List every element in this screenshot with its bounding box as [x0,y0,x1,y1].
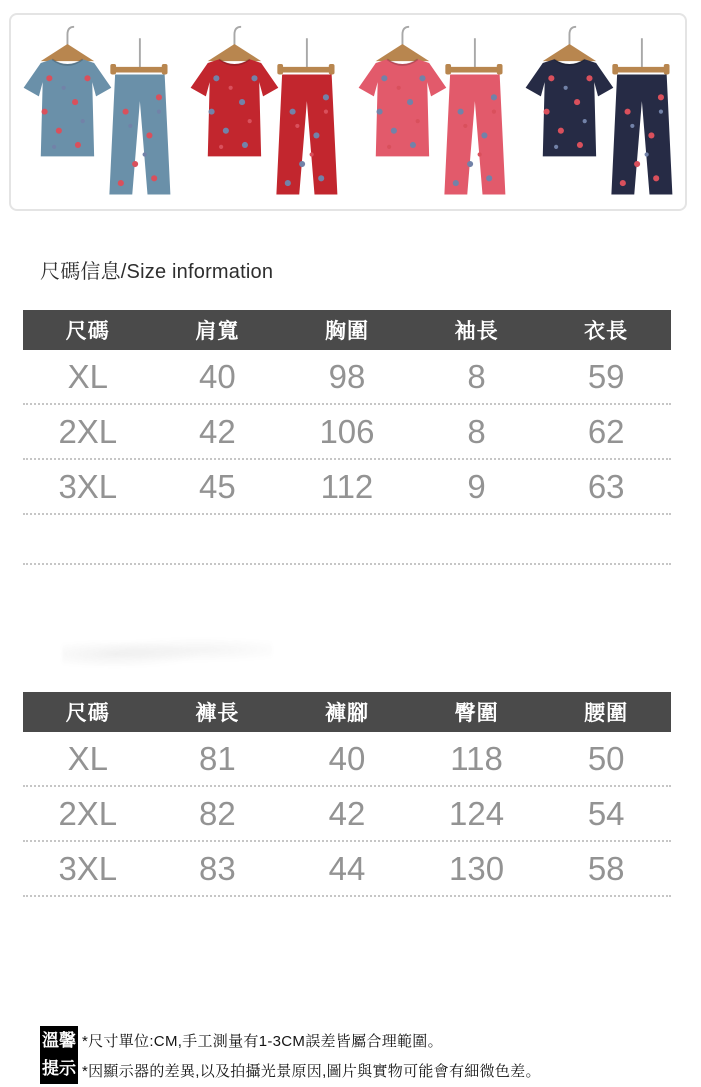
size-cell: 106 [319,412,375,450]
size-cell: 40 [199,357,236,395]
size-cell: 8 [467,412,486,450]
tip-line: *尺寸單位:CM,手工測量有1-3CM誤差皆屬合理範圍。 [82,1033,443,1050]
size-cell: 118 [450,739,503,777]
column-header: 臀圍 [454,702,499,725]
faint-watermark [62,630,272,674]
size-cell: 40 [328,739,366,777]
tip-line: *因顯示器的差異,以及拍攝光景原因,圖片與實物可能會有細微色差。 [82,1063,541,1080]
size-cell: 82 [199,794,236,832]
size-cell: 124 [449,794,505,832]
size-cell: 44 [328,849,366,887]
size-cell: XL [67,739,108,777]
product-set-photo [16,21,178,207]
table-row [23,787,671,842]
table-row [23,350,671,405]
hanger-hook-icon [569,27,576,46]
column-header: 袖長 [454,320,499,343]
pajama-garments [191,59,338,194]
column-header: 褲腳 [324,702,369,725]
column-header: 衣長 [584,320,629,343]
size-cell: 58 [587,849,625,887]
size-cell: 130 [449,849,505,887]
dotted-divider [23,563,671,565]
size-cell: 98 [328,357,366,395]
pajama-garments [24,59,171,194]
size-cell: 63 [587,467,625,505]
column-header: 腰圍 [584,702,629,725]
column-header: 胸圍 [324,320,369,343]
product-set-photo [351,21,513,207]
size-cell: 2XL [58,412,118,450]
bottom-size-table [23,692,671,897]
table-row [23,405,671,460]
pajama-garments [525,59,672,194]
size-cell: 112 [320,467,374,505]
size-cell: 8 [467,357,486,395]
size-cell: 42 [328,794,366,832]
size-cell: 3XL [58,849,118,887]
column-header: 褲長 [195,702,240,725]
tips-badge-line: 提示 [42,1059,76,1079]
size-cell: 45 [199,467,236,505]
size-cell: 42 [199,412,236,450]
size-cell: 9 [467,467,486,505]
pajama-garments [358,59,505,194]
size-cell: 2XL [58,794,118,832]
column-header: 肩寬 [195,320,240,343]
size-cell: 83 [199,849,236,887]
size-cell: 59 [587,357,625,395]
size-cell: 62 [587,412,625,450]
size-cell: 50 [587,739,625,777]
product-set-photo [518,21,680,207]
table-header-row [23,310,671,350]
product-gallery [9,13,687,211]
product-set-photo [183,21,345,207]
column-header: 尺碼 [65,320,110,343]
hanger-hook-icon [235,27,242,46]
column-header: 尺碼 [65,702,110,725]
size-cell: 3XL [58,467,118,505]
table-row [23,842,671,897]
table-row [23,460,671,515]
table-row [23,732,671,787]
tips-badge [40,1026,78,1084]
size-info-heading: 尺碼信息/Size information [40,261,274,283]
size-cell: XL [67,357,108,395]
hanger-hook-icon [68,27,75,46]
size-cell: 81 [199,739,236,777]
tips-badge-line: 溫馨 [42,1031,76,1050]
top-size-table [23,310,671,515]
table-header-row [23,692,671,732]
size-cell: 54 [587,794,625,832]
hanger-hook-icon [402,27,409,46]
